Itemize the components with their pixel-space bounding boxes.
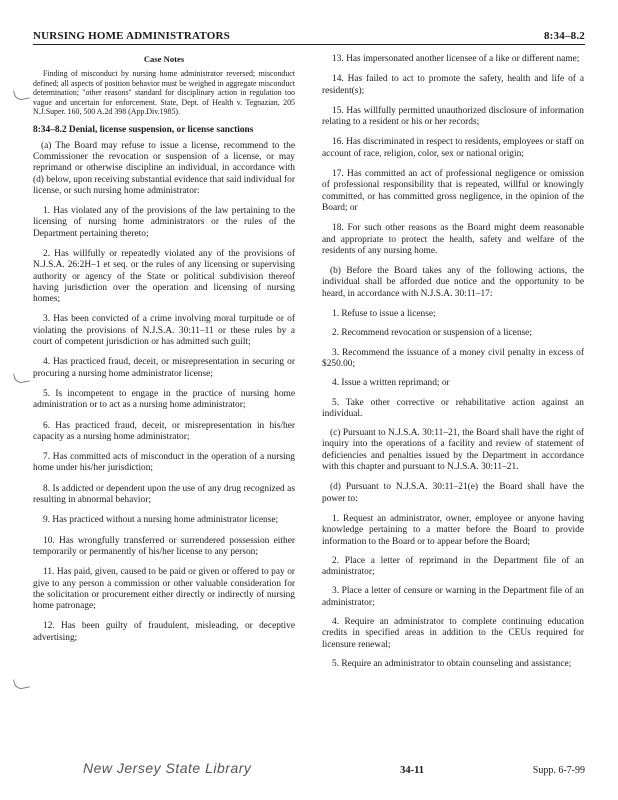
page-number: 34-11: [400, 765, 425, 776]
page-footer: [33, 760, 585, 776]
case-notes-heading: Case Notes: [143, 54, 185, 64]
list-item: 4. Has practiced fraud, deceit, or misrepresentation in securing or procuring a nursing home administrator license;: [33, 357, 295, 379]
left-column: [33, 54, 295, 653]
paragraph-b: (b) Before the Board takes any of the following actions, the individual shall be afforded due notice and the opportunity to be heard, in accordance with N.J.S.A. 30:11–17:: [322, 266, 584, 299]
list-item: 8. Is addicted or dependent upon the use of any drug recognized as resulting in abnormal behavior;: [33, 483, 295, 506]
list-item: 7. Has committed acts of misconduct in the operation of a nursing home under his/her jurisdiction;: [33, 452, 295, 474]
sub-item: 4. Issue a written reprimand; or: [332, 378, 450, 389]
sub-item: 2. Place a letter of reprimand in the Department file of an administrator;: [322, 555, 584, 578]
paragraph-d: (d) Pursuant to N.J.S.A. 30:11–21(e) the Board shall have the power to:: [322, 482, 584, 504]
sub-item: 5. Require an administrator to obtain counseling and assistance;: [332, 658, 572, 669]
section-heading: 8:34–8.2 Denial, license suspension, or license sanctions: [33, 125, 254, 136]
running-header: [33, 30, 585, 45]
list-item: 11. Has paid, given, caused to be paid or given or offered to pay or give to any person a commission or other valuable consideration for the solicitation or procurement either directly or indirectly of nursing home patronage;: [33, 567, 295, 612]
sub-item: 3. Place a letter of censure or warning in the Department file of an administrator;: [322, 586, 584, 608]
sub-item: 2. Recommend revocation or suspension of a license;: [332, 328, 532, 339]
sub-item: 4. Require an administrator to complete continuing education credits in specified areas in addition to the CEUs required for licensure renewal;: [322, 616, 584, 650]
list-item: 10. Has wrongfully transferred or surrendered possession either temporarily or permanently of his/her license to any person;: [33, 535, 295, 557]
sub-item: 3. Recommend the issuance of a money civil penalty in excess of $250.00;: [322, 347, 584, 369]
sub-item: 1. Request an administrator, owner, employee or anyone having knowledge pertaining to a matter before the Board to provide information to the Board or to appear before the Board;: [322, 513, 584, 547]
paragraph-c: (c) Pursuant to N.J.S.A. 30:11–21, the Board shall have the right of inquiry into the operations of a facility and review of statement of deficiencies and penalties issued by the Department in accordance with this chapter and pursuant to N.J.S.A. 30:11–21.: [322, 428, 584, 473]
list-item: 13. Has impersonated another licensee of a like or different name;: [332, 54, 580, 64]
sub-item: 5. Take other corrective or rehabilitative action against an individual.: [322, 397, 584, 419]
list-item: 5. Is incompetent to engage in the practice of nursing home administration or to act as a nursing home administrator;: [33, 388, 295, 411]
library-stamp: New Jersey State Library: [83, 760, 252, 776]
margin-mark: [13, 677, 30, 691]
list-item: 15. Has willfully permitted unauthorized disclosure of information relating to a resident or his or her records;: [322, 105, 584, 128]
list-item: 1. Has violated any of the provisions of the law pertaining to the licensing of nursing home administrators or the rules of the Department pertaining thereto;: [33, 206, 295, 239]
list-item: 16. Has discriminated in respect to residents, employees or staff on account of race, religion, color, sex or national origin;: [322, 137, 584, 159]
list-item: 17. Has committed an act of professional negligence or omission of professional responsibility that is repeated, willful or knowingly committed, or has committed gross negligence, in the opinion of the Board; or: [322, 169, 584, 213]
list-item: 12. Has been guilty of fraudulent, misleading, or deceptive advertising;: [33, 621, 295, 643]
chapter-title: NURSING HOME ADMINISTRATORS: [33, 30, 230, 42]
list-item: 2. Has willfully or repeatedly violated any of the provisions of N.J.S.A. 26:2H–1 et seq. or the rules of any licensing or supervising authority or agency of the State or political subdivision thereof having jurisdiction over the operation and licensing of nursing homes;: [33, 249, 295, 305]
list-item: 14. Has failed to act to promote the safety, health and life of a resident(s);: [322, 74, 584, 96]
section-number: 8:34–8.2: [543, 30, 585, 42]
margin-mark: [13, 88, 30, 102]
list-item: 18. For such other reasons as the Board might deem reasonable and appropriate to protect the health, safety and welfare of the residents of any nursing home.: [322, 223, 584, 256]
list-item: 9. Has practiced without a nursing home administrator license;: [43, 515, 279, 526]
case-note: Finding of misconduct by nursing home administrator reversed; misconduct defined; all aspects of position behavior must be weighed in aggregate misconduct determination; "other reasons" standard for disciplinary action in regulation too vague and uncertain for enforcement. State, Dept. of Health v. Tegnazian, 205 N.J.Super. 160, 500 A.2d 398 (App.Div.1985).: [33, 69, 295, 116]
margin-mark: [13, 371, 30, 385]
right-column: [322, 54, 584, 678]
supplement-date: Supp. 6-7-99: [532, 765, 585, 776]
sub-item: 1. Refuse to issue a license;: [332, 309, 436, 320]
list-item: 6. Has practiced fraud, deceit, or misrepresentation in his/her capacity as a nursing home administrator;: [33, 420, 295, 442]
list-item: 3. Has been convicted of a crime involving moral turpitude or of violating the provisions of N.J.S.A. 30:11–11 or these rules by a court of competent jurisdiction or has admitted such guilt;: [33, 314, 295, 348]
paragraph-a: (a) The Board may refuse to issue a license, recommend to the Commissioner the revocation or suspension of a license, or may reprimand or otherwise discipline an individual, in accordance with (d) below, upon receiving substantial evidence that said individual for license, or such nursing home administrator:: [33, 140, 295, 196]
